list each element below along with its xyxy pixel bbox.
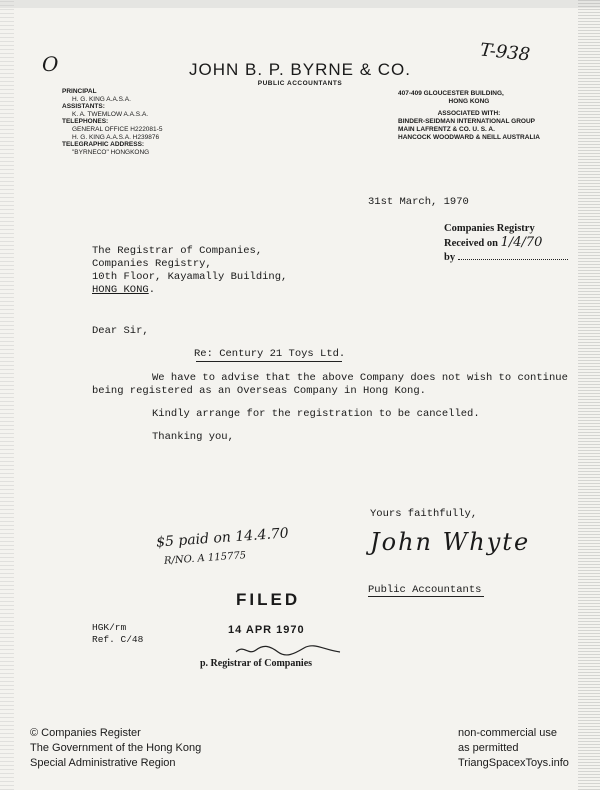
signature-capacity-rule — [368, 596, 484, 597]
signature: John Whyte — [370, 528, 531, 556]
footer-right-line: as permitted — [458, 742, 519, 754]
reference-line: HGK/rm — [92, 622, 127, 633]
scan-edge-left — [0, 0, 14, 790]
scan-edge-top — [0, 0, 600, 8]
recipient-city: HONG KONG — [92, 284, 149, 296]
footer-usage — [458, 726, 569, 771]
recipient-line: 10th Floor, Kayamally Building, — [92, 271, 288, 283]
registrar-line: p. Registrar of Companies — [200, 658, 313, 669]
paragraph-1 — [92, 372, 572, 398]
handwritten-circle-mark: O — [42, 52, 59, 76]
lh-left-line: H. G. KING A.A.S.A. — [72, 95, 131, 103]
received-stamp-line1: Companies Registry — [444, 223, 535, 234]
reference-block — [92, 622, 143, 646]
handwritten-corner-ref: T-938 — [479, 39, 532, 66]
paragraph-2: Kindly arrange for the registration to be cancelled. — [152, 408, 480, 420]
lh-left-line: TELEPHONES: — [62, 118, 109, 126]
paragraph-1-line: being registered as an Overseas Company in Hong Kong. — [92, 385, 426, 397]
lh-associated-line: MAIN LAFRENTZ & CO. U. S. A. — [398, 126, 495, 133]
lh-left-line: K. A. TWEMLOW A.A.S.A. — [72, 110, 149, 118]
company-subtitle: PUBLIC ACCOUNTANTS — [257, 80, 343, 87]
footer-left-line: © Companies Register — [30, 727, 141, 739]
footer-right-line: non-commercial use — [458, 727, 558, 739]
footer-left-line: Special Administrative Region — [30, 757, 176, 769]
filed-stamp: FILED — [236, 590, 301, 609]
signature-scribble-icon — [234, 642, 344, 658]
lh-associated-label: ASSOCIATED WITH: — [437, 110, 501, 117]
closing: Yours faithfully, — [370, 508, 478, 520]
footer-copyright — [30, 726, 201, 771]
lh-left-line: H. G. KING A.A.S.A. H239876 — [72, 133, 160, 141]
lh-address-line: HONG KONG — [448, 98, 490, 105]
salutation: Dear Sir, — [92, 325, 149, 337]
subject-underline — [196, 361, 342, 362]
lh-left-line: PRINCIPAL — [62, 88, 97, 95]
letterhead-right-block — [398, 90, 540, 142]
received-stamp-line2: Received on — [444, 238, 498, 249]
handwritten-receipt-note: R/NO. A 115775 — [163, 550, 247, 567]
recipient-line: The Registrar of Companies, — [92, 245, 263, 257]
signature-capacity: Public Accountants — [368, 584, 482, 596]
received-stamp-rule — [458, 259, 568, 260]
lh-left-line: TELEGRAPHIC ADDRESS: — [62, 141, 145, 149]
lh-left-line: ASSISTANTS: — [62, 103, 105, 111]
reference-line: Ref. C/48 — [92, 634, 144, 645]
lh-left-line: GENERAL OFFICE H222081-5 — [72, 125, 163, 133]
lh-address-line: 407-409 GLOUCESTER BUILDING, — [398, 90, 504, 97]
paragraph-1-line: We have to advise that the above Company does not wish to continue — [152, 372, 568, 384]
filed-stamp-date: 14 APR 1970 — [228, 624, 305, 636]
recipient-address — [92, 245, 287, 297]
handwritten-payment-note: $5 paid on 14.4.70 — [155, 525, 290, 551]
recipient-city-suffix: . — [148, 284, 156, 296]
letterhead-left-block — [62, 88, 162, 156]
lh-associated-line: BINDER-SEIDMAN INTERNATIONAL GROUP — [398, 118, 535, 125]
company-name: JOHN B. P. BYRNE & CO. — [189, 60, 411, 79]
received-stamp-by: by — [444, 252, 456, 263]
scan-edge-right — [578, 0, 600, 790]
subject-line: Re: Century 21 Toys Ltd. — [194, 348, 346, 360]
received-stamp-date: 1/4/70 — [500, 235, 543, 250]
lh-left-line: "BYRNECO" HONGKONG — [72, 148, 150, 156]
recipient-line: Companies Registry, — [92, 258, 212, 270]
footer-left-line: The Government of the Hong Kong — [30, 742, 202, 754]
paragraph-3: Thanking you, — [152, 431, 234, 443]
received-stamp — [444, 222, 568, 265]
lh-associated-line: HANCOCK WOODWARD & NEILL AUSTRALIA — [398, 134, 540, 141]
letter-date: 31st March, 1970 — [368, 196, 469, 208]
footer-right-line: TriangSpacexToys.info — [458, 757, 569, 769]
